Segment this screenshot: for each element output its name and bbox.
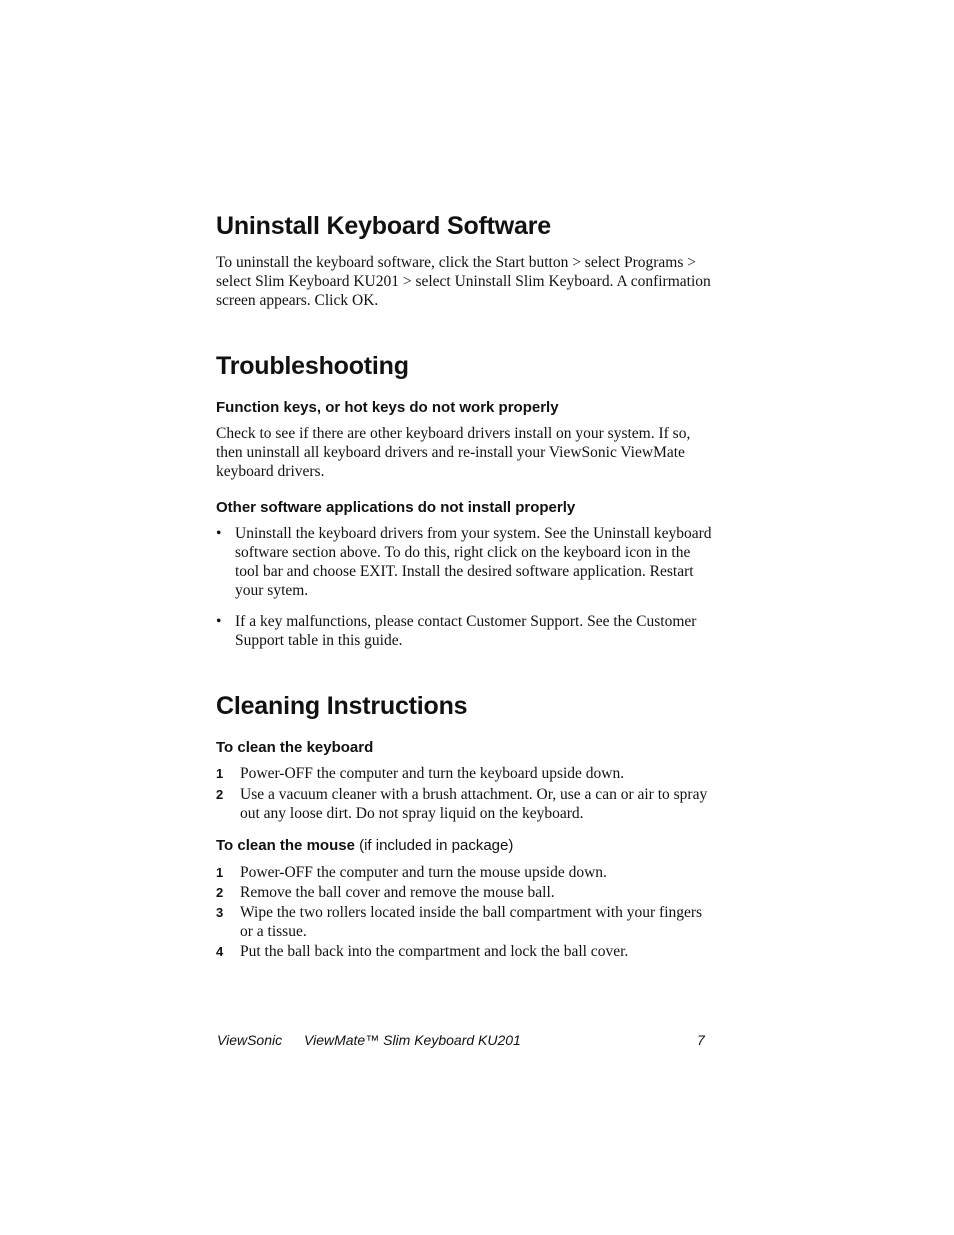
list-item <box>216 942 716 961</box>
step-text: Power-OFF the computer and turn the mouse upside down. <box>240 864 607 881</box>
function-keys-body: Check to see if there are other keyboard drivers install on your system. If so, then uninstall all keyboard drivers and re-install your ViewSonic ViewMate keyboard drivers. <box>216 425 691 480</box>
bullet-item <box>216 612 716 650</box>
step-text: Put the ball back into the compartment and lock the ball cover. <box>240 943 629 960</box>
subheading-clean-keyboard: To clean the keyboard <box>216 739 374 756</box>
step-text: Power-OFF the computer and turn the keyboard upside down. <box>240 765 625 782</box>
page-footer <box>217 1032 707 1050</box>
list-item <box>216 785 716 823</box>
uninstall-body: To uninstall the keyboard software, click the Start button > select Programs > select Slim Keyboard KU201 > select Uninstall Slim Keyboard. A confirmation screen appears. Click OK. <box>216 254 711 309</box>
bullet-item <box>216 524 716 600</box>
step-number: 1 <box>216 865 224 880</box>
step-number: 2 <box>216 885 224 900</box>
step-number: 1 <box>216 766 224 781</box>
subheading-other-software: Other software applications do not install properly <box>216 499 576 516</box>
step-text: Remove the ball cover and remove the mouse ball. <box>240 884 555 901</box>
step-number: 4 <box>216 944 224 959</box>
footer-brand: ViewSonic <box>217 1032 283 1048</box>
list-item <box>216 883 716 902</box>
step-text: Wipe the two rollers located inside the ball compartment with your fingers or a tissue. <box>240 904 703 940</box>
list-item <box>216 903 716 941</box>
clean-mouse-heading: To clean the mouse <box>216 837 355 854</box>
section-title-uninstall: Uninstall Keyboard Software <box>216 212 551 240</box>
step-number: 3 <box>216 905 224 920</box>
bullet-text: If a key malfunctions, please contact Customer Support. See the Customer Support table in this guide. <box>235 613 697 649</box>
list-item <box>216 764 716 783</box>
bullet-mark: • <box>216 525 222 542</box>
page-number: 7 <box>697 1032 705 1048</box>
subheading-clean-mouse <box>216 837 513 854</box>
list-item <box>216 863 716 882</box>
step-number: 2 <box>216 787 224 802</box>
subheading-function-keys: Function keys, or hot keys do not work properly <box>216 399 559 416</box>
section-title-troubleshooting: Troubleshooting <box>216 352 409 380</box>
bullet-mark: • <box>216 613 222 630</box>
clean-mouse-note: (if included in package) <box>354 837 514 854</box>
bullet-text: Uninstall the keyboard drivers from your system. See the Uninstall keyboard software section above. To do this, right click on the keyboard icon in the tool bar and choose EXIT. Install the desired software application. Restart your sytem. <box>235 525 712 599</box>
footer-product: ViewMate™ Slim Keyboard KU201 <box>304 1032 521 1048</box>
step-text: Use a vacuum cleaner with a brush attachment. Or, use a can or air to spray out any loose dirt. Do not spray liquid on the keyboard. <box>240 786 708 822</box>
section-title-cleaning: Cleaning Instructions <box>216 692 468 720</box>
